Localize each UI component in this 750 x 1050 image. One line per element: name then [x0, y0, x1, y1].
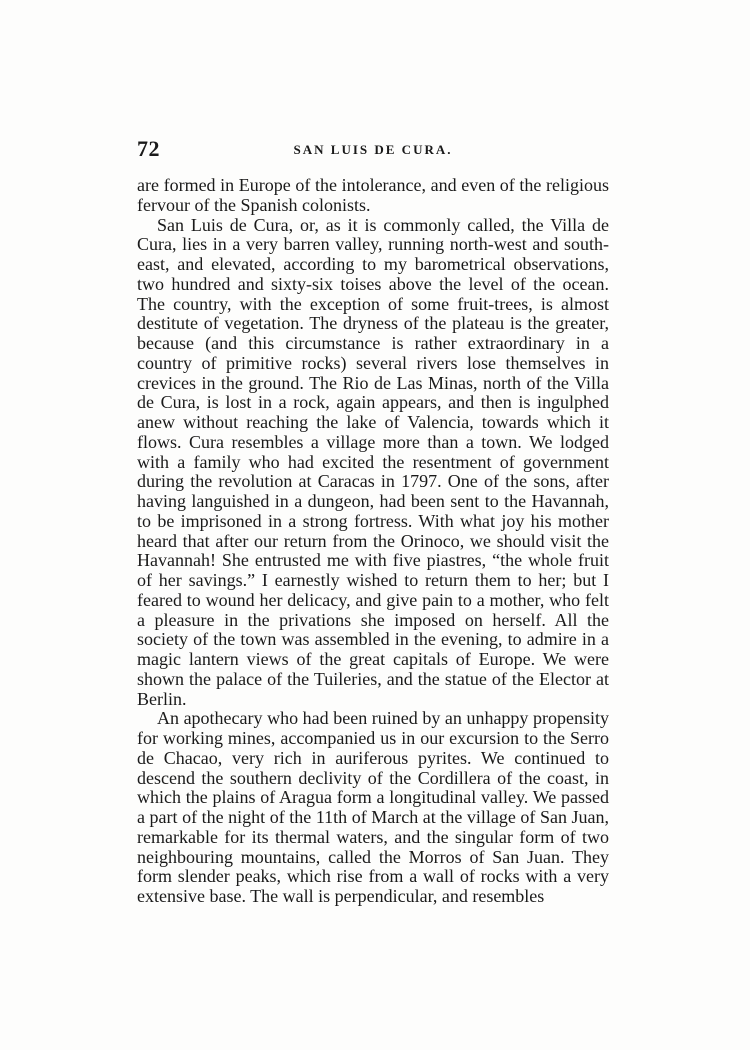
page-header [137, 136, 609, 164]
running-head: SAN LUIS DE CURA. [293, 142, 453, 157]
paragraph-villa-de-cura: San Luis de Cura, or, as it is commonly called, the Villa de Cura, lies in a very barren valley, running north-west and south-east, and elevated, according to my barometrical observations, two hundred and sixty-six toises above the level of the ocean. The country, with the exception of some fruit-trees, is almost destitute of vegetation. The dryness of the plateau is the greater, because (and this circumstance is rather extraordinary in a country of primitive rocks) several rivers lose themselves in crevices in the ground. The Rio de Las Minas, north of the Villa de Cura, is lost in a rock, again appears, and then is ingulphed anew without reaching the lake of Valencia, towards which it flows. Cura resembles a village more than a town. We lodged with a family who had excited the resentment of government during the revolution at Caracas in 1797. One of the sons, after having languished in a dungeon, had been sent to the Havannah, to be imprisoned in a strong fortress. With what joy his mother heard that after our return from the Orinoco, we should visit the Havannah! She entrusted me with five piastres, “the whole fruit of her savings.” I earnestly wished to return them to her; but I feared to wound her delicacy, and give pain to a mother, who felt a pleasure in the privations she imposed on herself. All the society of the town was assembled in the evening, to admire in a magic lantern views of the great capitals of Europe. We were shown the palace of the Tuileries, and the statue of the Elector at Berlin. [137, 214, 609, 709]
page-number: 72 [137, 136, 160, 161]
paragraph-continued: are formed in Europe of the intolerance, and even of the religious fervour of the Spanish colonists. [137, 175, 609, 215]
paragraph-apothecary: An apothecary who had been ruined by an unhappy propensity for working mines, accompanied us in our excursion to the Serro de Chacao, very rich in auriferous pyrites. We continued to descend the southern declivity of the Cordillera of the coast, in which the plains of Aragua form a longitudinal valley. We passed a part of the night of the 11th of March at the village of San Juan, remarkable for its thermal waters, and the singular form of two neighbouring mountains, called the Morros of San Juan. They form slender peaks, which rise from a wall of rocks with a very extensive base. The wall is perpendicular, and resembles [137, 708, 609, 906]
body-text [137, 176, 609, 907]
